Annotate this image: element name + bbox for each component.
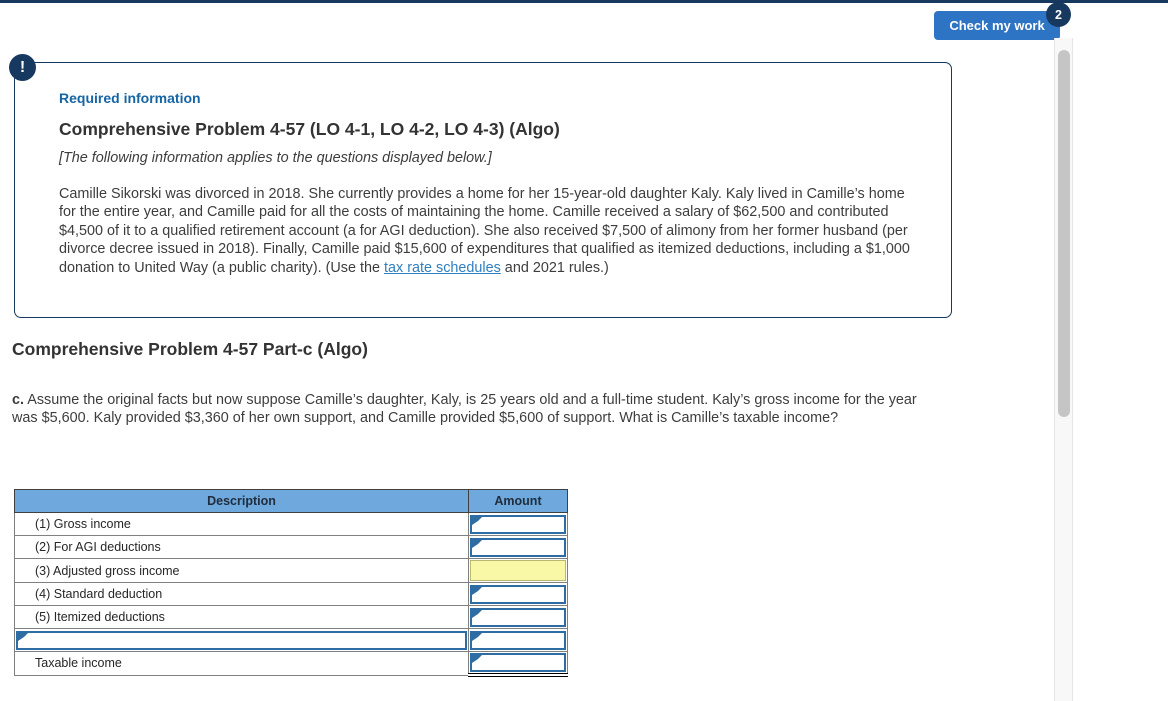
vertical-scrollbar-thumb[interactable] bbox=[1058, 50, 1070, 417]
problem-subtitle: [The following information applies to the questions displayed below.] bbox=[59, 150, 492, 166]
row-label-gross-income: (1) Gross income bbox=[15, 513, 469, 536]
table-row bbox=[15, 513, 568, 536]
row-label-itemized-deductions: (5) Itemized deductions bbox=[15, 606, 469, 629]
row-label-standard-deduction: (4) Standard deduction bbox=[15, 583, 469, 606]
amount-cell-adjusted-gross-income-highlighted[interactable] bbox=[470, 560, 566, 581]
question-prefix: c. bbox=[12, 392, 25, 408]
attempts-badge: 2 bbox=[1046, 2, 1071, 27]
cell-marker-icon bbox=[18, 633, 28, 641]
check-my-work-button[interactable]: Check my work bbox=[934, 11, 1060, 40]
amount-input-for-agi-deductions[interactable] bbox=[470, 538, 566, 557]
amount-input-standard-deduction[interactable] bbox=[470, 585, 566, 604]
description-column-header: Description bbox=[15, 490, 469, 513]
problem-body-text: Camille Sikorski was divorced in 2018. She currently provides a home for her 15-year-old daughter Kaly. Kaly lived in Camille’s home for the entire year, and Camille paid for all the costs of maintaining the home. Camille received a salary of $62,500 and contributed $4,500 of it to a qualified retirement account (a for AGI deduction). She also received $7,500 of alimony from her former husband (per divorce decree issued in 2018). Finally, Camille paid $15,600 of expenditures that qualified as itemized deductions, including a $1,000 donation to United Way (a public charity). (Use the bbox=[59, 186, 910, 276]
problem-body-tail: and 2021 rules.) bbox=[500, 259, 609, 276]
required-information-heading: Required information bbox=[59, 90, 201, 106]
amount-input-gross-income[interactable] bbox=[470, 515, 566, 534]
amount-column-header: Amount bbox=[469, 490, 568, 513]
table-row bbox=[15, 536, 568, 559]
problem-body bbox=[59, 185, 911, 277]
cell-marker-icon bbox=[472, 517, 482, 525]
cell-marker-icon bbox=[472, 655, 482, 663]
row-label-adjusted-gross-income: (3) Adjusted gross income bbox=[15, 559, 469, 583]
cell-marker-icon bbox=[472, 610, 482, 618]
part-c-question bbox=[12, 391, 944, 427]
table-header-row bbox=[15, 490, 568, 513]
vertical-scrollbar-track[interactable] bbox=[1054, 38, 1073, 701]
table-row bbox=[15, 652, 568, 676]
row-label-for-agi-deductions: (2) For AGI deductions bbox=[15, 536, 469, 559]
top-bar bbox=[0, 0, 1168, 3]
description-input-blank-row[interactable] bbox=[16, 631, 467, 650]
question-text: Assume the original facts but now suppose Camille’s daughter, Kaly, is 25 years old and a full-time student. Kaly’s gross income for the year was $5,600. Kaly provided $3,360 of her own support, and Camille provided $5,600 of support. What is Camille’s taxable income? bbox=[12, 392, 917, 426]
required-information-panel bbox=[14, 62, 952, 318]
taxable-income-worksheet bbox=[14, 489, 568, 677]
part-c-heading: Comprehensive Problem 4-57 Part-c (Algo) bbox=[12, 339, 368, 359]
cell-marker-icon bbox=[472, 540, 482, 548]
row-label-taxable-income: Taxable income bbox=[15, 652, 469, 676]
table-row bbox=[15, 559, 568, 583]
required-alert-icon: ! bbox=[9, 54, 36, 81]
problem-title: Comprehensive Problem 4-57 (LO 4-1, LO 4-2, LO 4-3) (Algo) bbox=[59, 119, 560, 139]
table-row bbox=[15, 583, 568, 606]
amount-input-taxable-income[interactable] bbox=[470, 653, 566, 672]
table-row bbox=[15, 606, 568, 629]
tax-rate-schedules-link[interactable]: tax rate schedules bbox=[384, 259, 501, 276]
cell-marker-icon bbox=[472, 587, 482, 595]
amount-input-blank-row[interactable] bbox=[470, 631, 566, 650]
cell-marker-icon bbox=[472, 633, 482, 641]
table-row bbox=[15, 629, 568, 652]
amount-input-itemized-deductions[interactable] bbox=[470, 608, 566, 627]
